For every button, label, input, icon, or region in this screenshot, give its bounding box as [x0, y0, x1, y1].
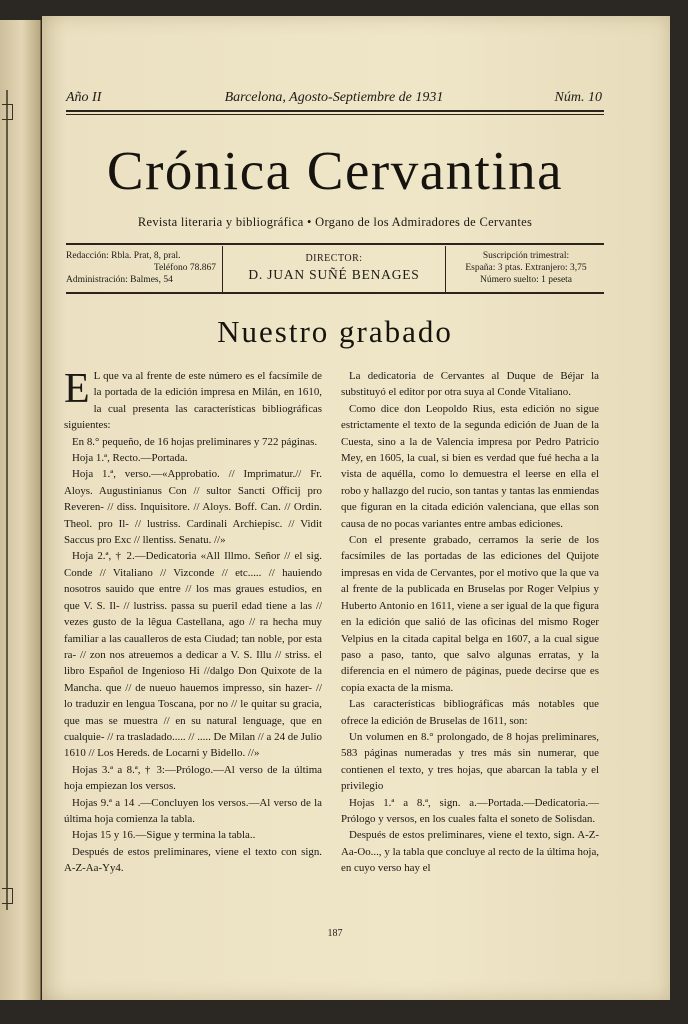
article-column-right: [341, 368, 599, 877]
paragraph: Hoja 1.ª, Recto.—Portada.: [72, 452, 188, 465]
director-label: DIRECTOR:: [305, 253, 363, 264]
editorial-address: [66, 250, 216, 286]
address-line: Redacción: Rbla. Prat, 8, pral.: [66, 251, 181, 261]
journal-title: Crónica Cervantina: [106, 140, 564, 201]
subscription-line: Número suelto: 1 peseta: [479, 275, 573, 285]
paragraph: Hojas 1.ª a 8.ª, sign. a.—Portada.—Dedicatoria.—Prólogo y versos, en los cuales falta el soneto de Solisdan.: [341, 796, 599, 825]
infobox-bottom-rule: [66, 292, 604, 294]
address-line: Teléfono 78.867: [153, 263, 216, 273]
drop-cap: E: [64, 366, 90, 412]
header-rule: [66, 110, 604, 112]
director-block: [222, 246, 446, 292]
paragraph: Después de estos preliminares, viene el texto, sign. A-Z-Aa-Oo..., y la tabla que concluye al recto de la última hoja, en cuyo verso hay el: [341, 829, 599, 875]
facing-page-edge: [0, 20, 41, 1000]
director-name: D. JUAN SUÑÉ BENAGES: [248, 267, 420, 282]
paragraph: Después de estos preliminares, viene el texto con sign. A-Z-Aa-Yy4.: [64, 845, 322, 875]
issue-number: Núm. 10: [554, 90, 602, 105]
paragraph: Hojas 9.ª a 14 .—Concluyen los versos.—Al verso de la última hoja comienza la tabla.: [64, 796, 322, 825]
infobox-top-rule: [66, 243, 604, 245]
paragraph: E L que va al frente de este número es el facsímile de la portada de la edición impresa en Milán, en 1610, la cual presenta las características bibliográficas siguientes:: [64, 366, 322, 432]
issue-place-date: Barcelona, Agosto-Septiembre de 1931: [224, 90, 444, 105]
article-column-left: [64, 368, 322, 877]
paragraph: La dedicatoria de Cervantes al Duque de Béjar la substituyó el editor por otra suya al Conde Vitaliano.: [341, 370, 599, 399]
journal-page: [42, 16, 670, 1000]
facing-page-rule: [6, 90, 8, 910]
paragraph: Con el presente grabado, cerramos la serie de los facsímiles de las portadas de las ediciones del Quijote impresas en vida de Cervantes, por el motivo que la que va al frente de la publicada en Bruselas por Roger Velpius y Huberto Antonio en 1611, viene a ser igual de la que figura en la edición que salió de las oficinas del mismo Roger Velpius en la citada capital belga en 1607, a la cual sigue paso a paso, tanto, que salvo algunas erratas, y la diferencia en el número de páginas, puede decirse que es copia exacta de la misma.: [341, 534, 599, 694]
paragraph: Las características bibliográficas más notables que ofrece la edición de Bruselas de 1611, son:: [341, 698, 599, 727]
facing-page-mark: [2, 104, 13, 120]
article-title: Nuestro grabado: [217, 314, 453, 349]
address-line: Administración: Balmes, 54: [66, 275, 173, 285]
paragraph: Hojas 15 y 16.—Sigue y termina la tabla..: [72, 829, 256, 842]
paragraph: En 8.° pequeño, de 16 hojas preliminares y 722 páginas.: [72, 435, 318, 448]
paragraph: Hoja 2.ª, † 2.—Dedicatoria «All Illmo. Señor // el sig. Conde // Vitaliano // Vizconde // etc..... // hauiendo nosotros sauido que entre // los mas graues estudios, en que V. S. Il- // lustriss. passa su pueril edad tiene a las // vezes gusto de la lêgua Castellana, ago // ra hecha muy familiar a las caualleros de esta Ciudad; tan noble, por esta ra- // zon nos atreuemos a dedicar a V. S. Illu // striss. el libro Español de Ingenioso Hi //dalgo Don Quixote de la Mancha. que // de nueuo hauemos impresso, sin hazer- // lo traduzir en lengua Toscana, por no // le quitar su gracia, que mas se muestra // en su natural lenguage, que en cualquie- // ra trasladado..... // ..... De Milan // a 24 de Julio 1610 // Los Hereds. de Locarni y Bidello. //»: [64, 550, 322, 760]
page-number: 187: [327, 928, 343, 939]
paragraph: Como dice don Leopoldo Rius, esta edición no sigue estrictamente el texto de la segunda edición de Juan de la Cuesta, sino a la de Valencia impresa por Pedro Patricio Mey, en 1605, la cual, si bien es verdad que fué hecha a la vista de aquélla, como lo demuestra el leerse en ella el robo y hallazgo del rucio, son tantas y tantas las enmiendas que figuran en la citada edición valenciana, que ellas son causa de no pocas variantes entre ambas ediciones.: [341, 402, 599, 530]
paragraph: Hoja 1.ª, verso.—«Approbatio. // Imprimatur.// Fr. Aloys. Augustinianus Con // sultor Sancti Officij pro Reveren- // diss. Inquisitore. // Aloys. Boff. Can. // Ordin. Theol. pro Il- // lustriss. Cardinali Archiepisc. // Vidit Saccus pro Exc // llentiss. Senatu. //»: [64, 468, 322, 547]
subscription-line: Suscripción trimestral:: [482, 251, 570, 261]
paragraph: Un volumen en 8.° prolongado, de 8 hojas preliminares, 583 páginas numeradas y tres más sin numerar, que contienen el texto, y tres hojas, que abarcan la tabla y el privilegio: [341, 730, 599, 793]
header-rule-thin: [66, 114, 604, 115]
issue-year: Año II: [66, 90, 102, 105]
paragraph: Hojas 3.ª a 8.ª, † 3:—Prólogo.—Al verso de la última hoja empiezan los versos.: [64, 763, 322, 793]
subscription-info: [448, 250, 604, 286]
subscription-line: España: 3 ptas. Extranjero: 3,75: [465, 263, 587, 273]
facing-page-mark: [2, 888, 13, 904]
journal-subtitle: Revista literaria y bibliográfica • Organo de los Admiradores de Cervantes: [137, 215, 533, 229]
masthead-infobox: [66, 246, 604, 296]
